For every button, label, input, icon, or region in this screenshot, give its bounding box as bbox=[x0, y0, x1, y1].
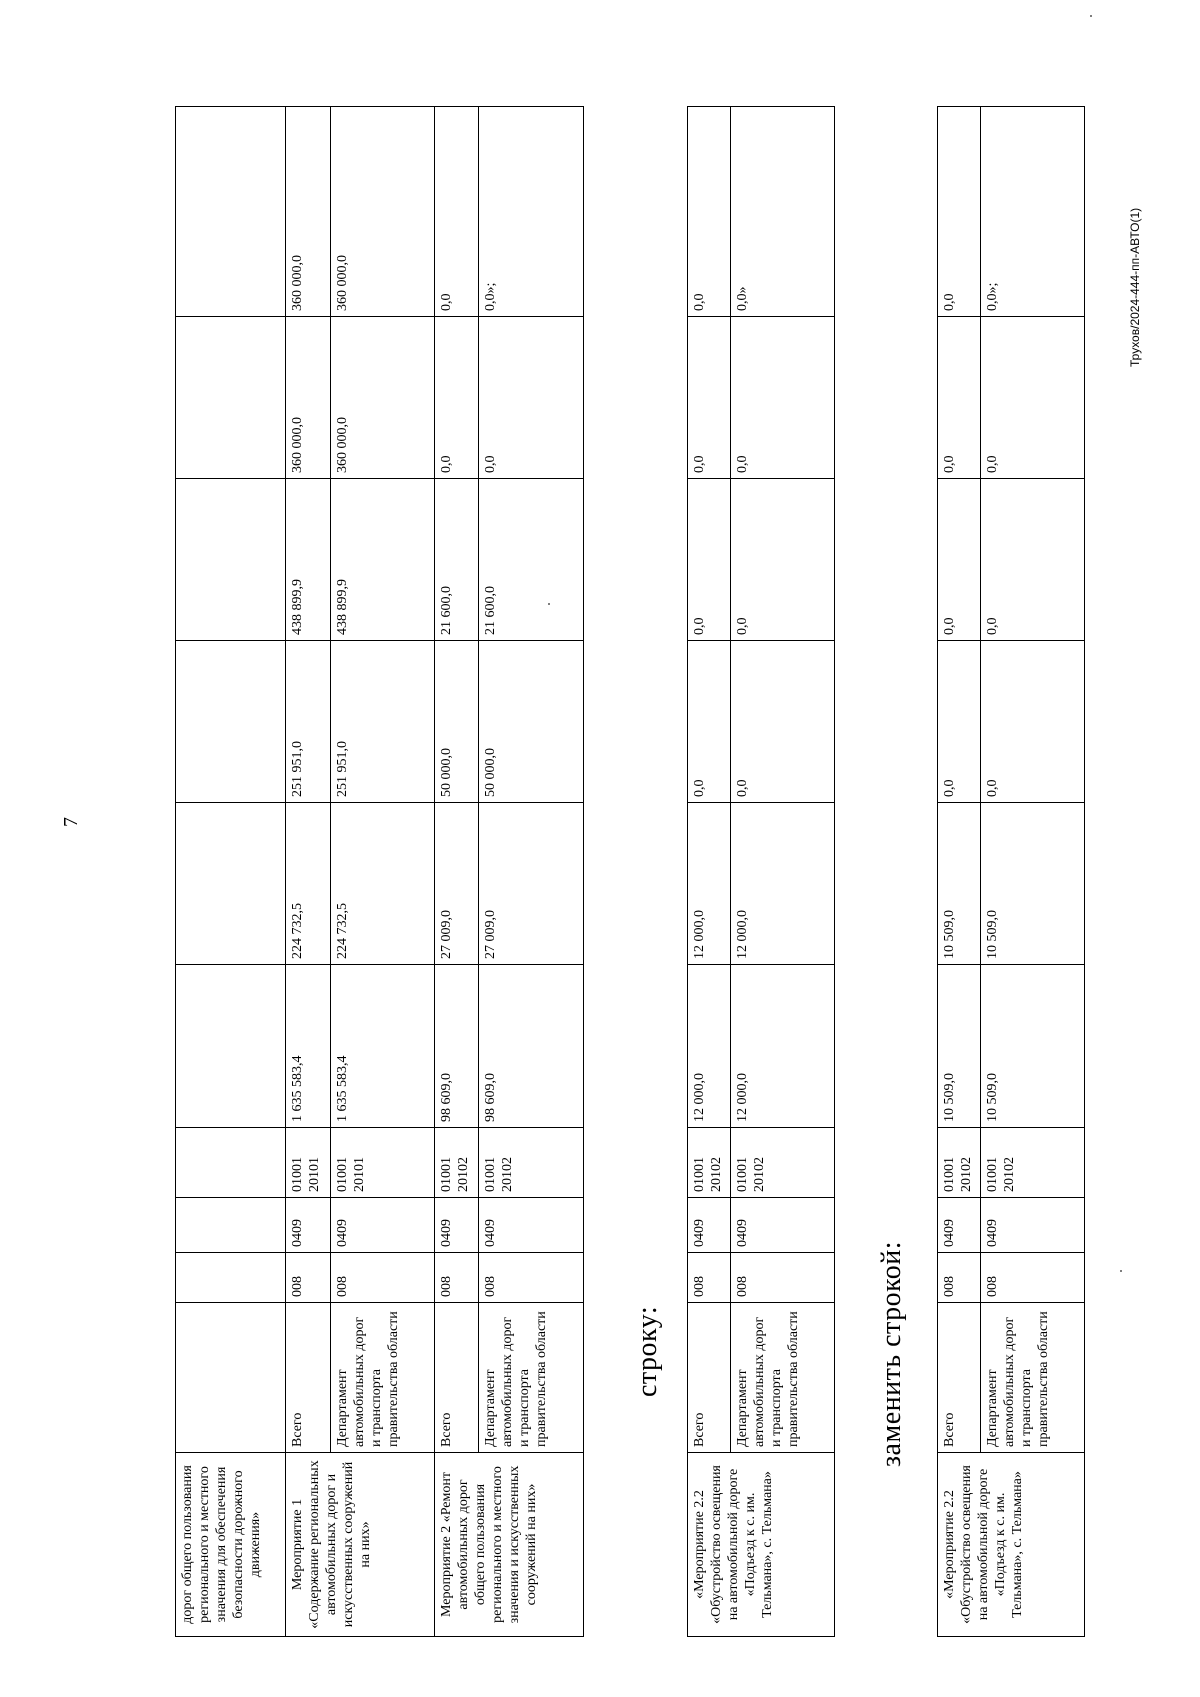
value-year-4: 360 000,0 bbox=[331, 317, 435, 479]
section-code: 0409 bbox=[981, 1198, 1085, 1253]
value-year-4: 360 000,0 bbox=[286, 317, 331, 479]
value-year-4: 0,0 bbox=[688, 317, 731, 479]
table-row bbox=[938, 107, 981, 1637]
activity-name: Мероприятие 2 «Ремонт автомобильных дорог общего пользования регионального и местного значения и искусственных сооружений на них» bbox=[435, 1453, 584, 1637]
value-year-5 bbox=[176, 107, 286, 317]
separator-string-label: строку: bbox=[632, 1305, 663, 1397]
executor: Всего bbox=[688, 1303, 731, 1453]
page-number: 7 bbox=[60, 817, 82, 827]
value-total: 98 609,0 bbox=[479, 965, 584, 1128]
section-code: 0409 bbox=[938, 1198, 981, 1253]
value-year-2: 251 951,0 bbox=[286, 641, 331, 803]
section-code: 0409 bbox=[286, 1198, 331, 1253]
value-year-4: 0,0 bbox=[731, 317, 835, 479]
table-activity-old bbox=[687, 106, 835, 1637]
table-row bbox=[688, 107, 731, 1637]
executor: Департамент автомобильных дорог и транспорта правительства области bbox=[479, 1303, 584, 1453]
value-year-1: 10 509,0 bbox=[981, 803, 1085, 965]
executor: Всего bbox=[938, 1303, 981, 1453]
value-year-5: 0,0 bbox=[435, 107, 479, 317]
value-total: 10 509,0 bbox=[981, 965, 1085, 1128]
executor: Департамент автомобильных дорог и транспорта правительства области bbox=[981, 1303, 1085, 1453]
activity-name: дорог общего пользования регионального и местного значения для обеспечения безопасности дорожного движения» bbox=[176, 1453, 286, 1637]
grbs-code bbox=[176, 1253, 286, 1303]
scan-speck bbox=[1090, 15, 1092, 17]
value-year-2: 50 000,0 bbox=[435, 641, 479, 803]
table-row bbox=[176, 107, 286, 1637]
target-article-code: 01001 20102 bbox=[688, 1128, 731, 1198]
value-year-3: 438 899,9 bbox=[331, 479, 435, 641]
value-year-5: 0,0»; bbox=[981, 107, 1085, 317]
value-year-1: 27 009,0 bbox=[435, 803, 479, 965]
target-article-code: 01001 20102 bbox=[435, 1128, 479, 1198]
value-year-2: 0,0 bbox=[981, 641, 1085, 803]
value-year-3: 0,0 bbox=[981, 479, 1085, 641]
value-year-3: 0,0 bbox=[688, 479, 731, 641]
value-year-1: 224 732,5 bbox=[331, 803, 435, 965]
grbs-code: 008 bbox=[331, 1253, 435, 1303]
executor bbox=[176, 1303, 286, 1453]
value-year-4: 0,0 bbox=[938, 317, 981, 479]
section-code: 0409 bbox=[331, 1198, 435, 1253]
section-code: 0409 bbox=[479, 1198, 584, 1253]
value-year-3: 21 600,0 bbox=[435, 479, 479, 641]
value-year-5: 360 000,0 bbox=[331, 107, 435, 317]
value-year-1: 27 009,0 bbox=[479, 803, 584, 965]
table-row bbox=[479, 107, 584, 1637]
value-year-1: 10 509,0 bbox=[938, 803, 981, 965]
target-article-code: 01001 20102 bbox=[479, 1128, 584, 1198]
target-article-code: 01001 20102 bbox=[731, 1128, 835, 1198]
value-year-5: 0,0 bbox=[938, 107, 981, 317]
value-year-5: 0,0 bbox=[688, 107, 731, 317]
value-total bbox=[176, 965, 286, 1128]
value-total: 98 609,0 bbox=[435, 965, 479, 1128]
grbs-code: 008 bbox=[479, 1253, 584, 1303]
value-total: 12 000,0 bbox=[731, 965, 835, 1128]
grbs-code: 008 bbox=[938, 1253, 981, 1303]
footer-document-id: Трухов/2024-444-пп-АВТО(1) bbox=[1128, 207, 1142, 367]
grbs-code: 008 bbox=[731, 1253, 835, 1303]
value-year-2: 251 951,0 bbox=[331, 641, 435, 803]
value-year-1: 224 732,5 bbox=[286, 803, 331, 965]
value-year-5: 0,0»; bbox=[479, 107, 584, 317]
value-year-2: 0,0 bbox=[731, 641, 835, 803]
target-article-code: 01001 20102 bbox=[938, 1128, 981, 1198]
grbs-code: 008 bbox=[688, 1253, 731, 1303]
scan-speck bbox=[548, 603, 550, 605]
value-year-4 bbox=[176, 317, 286, 479]
target-article-code: 01001 20101 bbox=[331, 1128, 435, 1198]
activity-name: Мероприятие 1 «Содержание региональных автомобильных дорог и искусственных сооружений на них» bbox=[286, 1453, 435, 1637]
value-year-2: 0,0 bbox=[688, 641, 731, 803]
value-year-4: 0,0 bbox=[435, 317, 479, 479]
value-total: 12 000,0 bbox=[688, 965, 731, 1128]
value-year-3: 0,0 bbox=[731, 479, 835, 641]
value-year-1: 12 000,0 bbox=[688, 803, 731, 965]
value-total: 10 509,0 bbox=[938, 965, 981, 1128]
value-year-4: 0,0 bbox=[479, 317, 584, 479]
separator-replace-label: заменить строкой: bbox=[876, 1240, 907, 1467]
section-code: 0409 bbox=[435, 1198, 479, 1253]
target-article-code: 01001 20101 bbox=[286, 1128, 331, 1198]
value-total: 1 635 583,4 bbox=[286, 965, 331, 1128]
value-year-3 bbox=[176, 479, 286, 641]
executor: Всего bbox=[286, 1303, 331, 1453]
value-year-3: 21 600,0 bbox=[479, 479, 584, 641]
target-article-code: 01001 20102 bbox=[981, 1128, 1085, 1198]
table-row bbox=[435, 107, 479, 1637]
table-row bbox=[286, 107, 331, 1637]
value-year-3: 438 899,9 bbox=[286, 479, 331, 641]
table-row bbox=[331, 107, 435, 1637]
section-code: 0409 bbox=[688, 1198, 731, 1253]
table-activity-new bbox=[937, 106, 1085, 1637]
value-year-3: 0,0 bbox=[938, 479, 981, 641]
value-total: 1 635 583,4 bbox=[331, 965, 435, 1128]
value-year-5: 0,0» bbox=[731, 107, 835, 317]
section-code bbox=[176, 1198, 286, 1253]
value-year-2: 0,0 bbox=[938, 641, 981, 803]
grbs-code: 008 bbox=[286, 1253, 331, 1303]
executor: Департамент автомобильных дорог и транспорта правительства области bbox=[331, 1303, 435, 1453]
table-activities-main bbox=[175, 106, 584, 1637]
target-article-code bbox=[176, 1128, 286, 1198]
value-year-4: 0,0 bbox=[981, 317, 1085, 479]
value-year-1 bbox=[176, 803, 286, 965]
section-code: 0409 bbox=[731, 1198, 835, 1253]
value-year-1: 12 000,0 bbox=[731, 803, 835, 965]
scan-speck bbox=[1120, 1270, 1122, 1272]
value-year-2: 50 000,0 bbox=[479, 641, 584, 803]
value-year-2 bbox=[176, 641, 286, 803]
grbs-code: 008 bbox=[435, 1253, 479, 1303]
executor: Всего bbox=[435, 1303, 479, 1453]
grbs-code: 008 bbox=[981, 1253, 1085, 1303]
value-year-5: 360 000,0 bbox=[286, 107, 331, 317]
table-row bbox=[981, 107, 1085, 1637]
executor: Департамент автомобильных дорог и транспорта правительства области bbox=[731, 1303, 835, 1453]
table-row bbox=[731, 107, 835, 1637]
activity-name: «Мероприятие 2.2 «Обустройство освещения на автомобильной дороге «Подъезд к с. им. Тельмана», с. Тельмана» bbox=[938, 1453, 1085, 1637]
activity-name: «Мероприятие 2.2 «Обустройство освещения на автомобильной дороге «Подъезд к с. им. Тельмана», с. Тельмана» bbox=[688, 1453, 835, 1637]
